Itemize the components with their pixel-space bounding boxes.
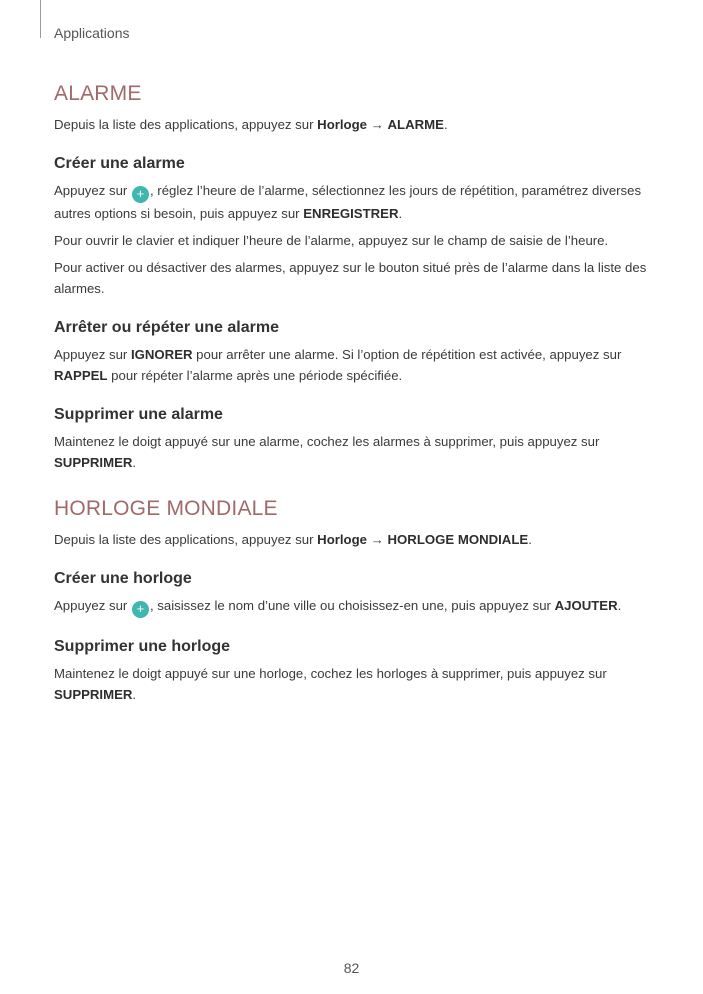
create-alarm-p1 xyxy=(54,180,654,224)
text: Depuis la liste des applications, appuyez sur xyxy=(54,532,318,547)
arrow: → xyxy=(367,532,388,547)
bold-term: ENREGISTRER xyxy=(303,206,399,221)
bold-term: RAPPEL xyxy=(54,368,108,383)
subtitle-delete-alarm: Supprimer une alarme xyxy=(54,406,223,423)
text: . xyxy=(528,532,532,547)
text: Appuyez sur xyxy=(54,347,131,362)
create-clock-p xyxy=(54,595,654,618)
delete-clock-p xyxy=(54,663,654,705)
text: . xyxy=(132,687,137,702)
text: , réglez l’heure de l’alarme, sélectionnez les jours de répétition, paramétrez diverses autres options si besoin, puis appuyez sur xyxy=(54,183,642,221)
text: Depuis la liste des applications, appuyez sur xyxy=(54,117,318,132)
alarme-intro xyxy=(54,114,654,135)
bold-term: IGNORER xyxy=(130,347,193,362)
text: Appuyez sur xyxy=(54,183,131,198)
running-header: Applications xyxy=(54,25,130,41)
text: . xyxy=(132,455,137,470)
create-alarm-p3: Pour activer ou désactiver des alarmes, appuyez sur le bouton situé près de l’alarme dans la liste des alarmes. xyxy=(54,260,647,296)
subtitle-stop-alarm: Arrêter ou répéter une alarme xyxy=(54,319,279,336)
text: . xyxy=(443,117,448,132)
horloge-intro xyxy=(54,529,654,550)
arrow: → xyxy=(367,117,388,132)
stop-alarm-p xyxy=(54,344,654,386)
plus-icon: + xyxy=(132,601,149,618)
plus-icon: + xyxy=(132,186,149,203)
bold-term: Horloge xyxy=(317,532,367,547)
bold-term: SUPPRIMER xyxy=(54,687,133,702)
text: pour répéter l’alarme après une période spécifiée. xyxy=(107,368,403,383)
text: , saisissez le nom d’une ville ou choisissez-en une, puis appuyez sur xyxy=(149,598,555,613)
text: pour arrêter une alarme. Si l’option de répétition est activée, appuyez sur xyxy=(192,347,622,362)
delete-alarm-p xyxy=(54,431,654,473)
create-alarm-p2: Pour ouvrir le clavier et indiquer l’heure de l’alarme, appuyez sur le champ de saisie de l’heure. xyxy=(54,233,609,248)
section-title-horloge: HORLOGE MONDIALE xyxy=(54,497,278,520)
header-rule xyxy=(40,0,41,38)
text: Maintenez le doigt appuyé sur une alarme, cochez les alarmes à supprimer, puis appuyez sur xyxy=(54,434,600,449)
page-number: 82 xyxy=(343,960,360,976)
text: . xyxy=(398,206,403,221)
bold-term: HORLOGE MONDIALE xyxy=(387,532,529,547)
subtitle-delete-clock: Supprimer une horloge xyxy=(54,638,231,655)
bold-term: Horloge xyxy=(317,117,367,132)
subtitle-create-alarm: Créer une alarme xyxy=(54,155,185,172)
subtitle-create-clock: Créer une horloge xyxy=(54,570,192,587)
bold-term: SUPPRIMER xyxy=(54,455,133,470)
text: Maintenez le doigt appuyé sur une horloge, cochez les horloges à supprimer, puis appuyez sur xyxy=(54,666,607,681)
section-title-alarme: ALARME xyxy=(54,82,142,105)
bold-term: ALARME xyxy=(387,117,444,132)
text: Appuyez sur xyxy=(54,598,131,613)
text: . xyxy=(617,598,622,613)
bold-term: AJOUTER xyxy=(554,598,618,613)
page-content xyxy=(54,82,654,711)
